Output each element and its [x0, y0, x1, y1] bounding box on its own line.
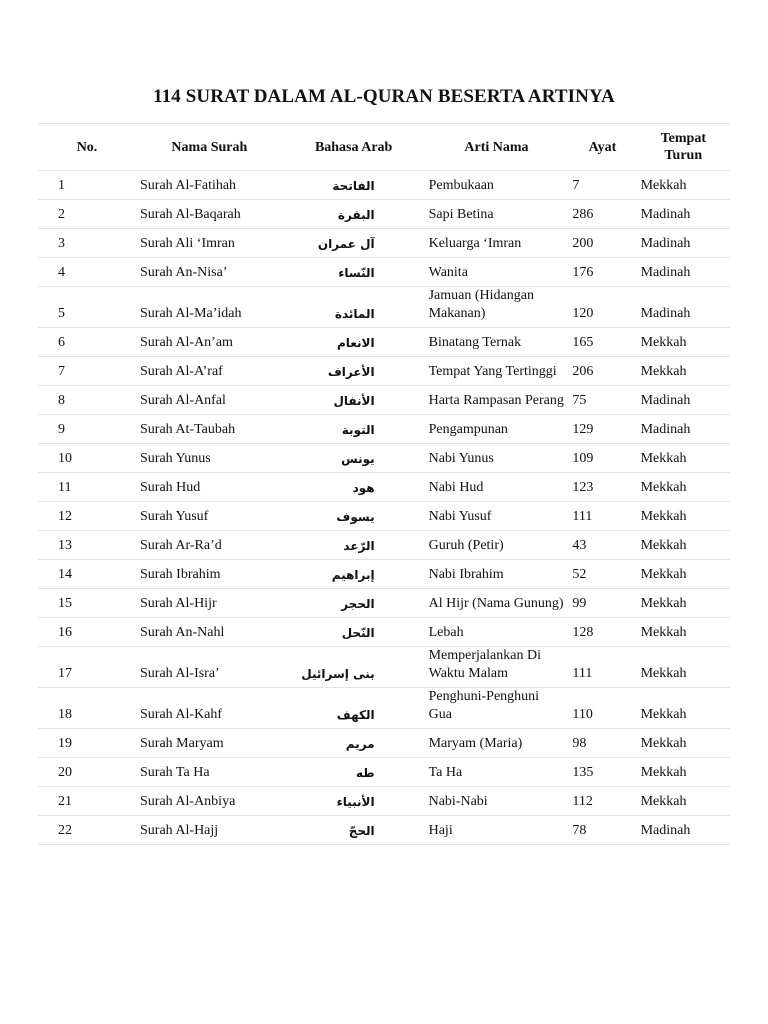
verse-count: 99	[568, 589, 636, 618]
revelation-place: Madinah	[637, 258, 730, 287]
meaning: Penghuni-Penghuni Gua	[425, 688, 569, 729]
meaning: Tempat Yang Tertinggi	[425, 357, 569, 386]
verse-count: 109	[568, 444, 636, 473]
surah-name: Surah Al-Anbiya	[136, 787, 283, 816]
arabic-name: المائدة	[283, 287, 425, 328]
table-row	[38, 729, 730, 758]
surah-table	[38, 123, 730, 845]
verse-count: 135	[568, 758, 636, 787]
table-row	[38, 357, 730, 386]
arabic-name: الحجّ	[283, 816, 425, 845]
table-row	[38, 560, 730, 589]
verse-count: 75	[568, 386, 636, 415]
row-number: 5	[38, 287, 136, 328]
meaning: Nabi Ibrahim	[425, 560, 569, 589]
verse-count: 110	[568, 688, 636, 729]
revelation-place: Mekkah	[637, 787, 730, 816]
row-number: 22	[38, 816, 136, 845]
table-header	[38, 124, 730, 171]
arabic-name: آل عمران	[283, 229, 425, 258]
table-row	[38, 589, 730, 618]
table-row	[38, 415, 730, 444]
surah-name: Surah Yunus	[136, 444, 283, 473]
header-arab: Bahasa Arab	[283, 124, 425, 171]
row-number: 11	[38, 473, 136, 502]
arabic-name: الفاتحة	[283, 171, 425, 200]
row-number: 2	[38, 200, 136, 229]
arabic-name: البقرة	[283, 200, 425, 229]
row-number: 4	[38, 258, 136, 287]
verse-count: 165	[568, 328, 636, 357]
page-title: 114 SURAT DALAM AL-QURAN BESERTA ARTINYA	[153, 86, 615, 107]
surah-name: Surah Al-Hajj	[136, 816, 283, 845]
surah-name: Surah Al-A’raf	[136, 357, 283, 386]
surah-name: Surah Yusuf	[136, 502, 283, 531]
surah-name: Surah Al-An’am	[136, 328, 283, 357]
verse-count: 111	[568, 502, 636, 531]
table-row	[38, 688, 730, 729]
surah-name: Surah Al-Fatihah	[136, 171, 283, 200]
table-row	[38, 758, 730, 787]
revelation-place: Mekkah	[637, 473, 730, 502]
surah-name: Surah Al-Anfal	[136, 386, 283, 415]
row-number: 13	[38, 531, 136, 560]
table-row	[38, 200, 730, 229]
surah-name: Surah At-Taubah	[136, 415, 283, 444]
revelation-place: Mekkah	[637, 444, 730, 473]
revelation-place: Madinah	[637, 200, 730, 229]
meaning: Maryam (Maria)	[425, 729, 569, 758]
revelation-place: Madinah	[637, 229, 730, 258]
meaning: Al Hijr (Nama Gunung)	[425, 589, 569, 618]
revelation-place: Mekkah	[637, 502, 730, 531]
surah-name: Surah Ali ‘Imran	[136, 229, 283, 258]
row-number: 8	[38, 386, 136, 415]
verse-count: 43	[568, 531, 636, 560]
verse-count: 52	[568, 560, 636, 589]
verse-count: 128	[568, 618, 636, 647]
surah-name: Surah Al-Kahf	[136, 688, 283, 729]
arabic-name: التوبة	[283, 415, 425, 444]
arabic-name: يسوف	[283, 502, 425, 531]
meaning: Harta Rampasan Perang	[425, 386, 569, 415]
surah-name: Surah Maryam	[136, 729, 283, 758]
meaning: Nabi-Nabi	[425, 787, 569, 816]
row-number: 14	[38, 560, 136, 589]
arabic-name: الأعراف	[283, 357, 425, 386]
table-row	[38, 502, 730, 531]
verse-count: 7	[568, 171, 636, 200]
row-number: 1	[38, 171, 136, 200]
arabic-name: النّساء	[283, 258, 425, 287]
surah-name: Surah Ibrahim	[136, 560, 283, 589]
verse-count: 123	[568, 473, 636, 502]
meaning: Keluarga ‘Imran	[425, 229, 569, 258]
row-number: 15	[38, 589, 136, 618]
header-no: No.	[38, 124, 136, 171]
table-row	[38, 473, 730, 502]
verse-count: 206	[568, 357, 636, 386]
surah-name: Surah Al-Ma’idah	[136, 287, 283, 328]
table-row	[38, 816, 730, 845]
header-name: Nama Surah	[136, 124, 283, 171]
arabic-name: بنى إسرائيل	[283, 647, 425, 688]
revelation-place: Mekkah	[637, 589, 730, 618]
revelation-place: Mekkah	[637, 531, 730, 560]
row-number: 7	[38, 357, 136, 386]
meaning: Pembukaan	[425, 171, 569, 200]
arabic-name: الأنبياء	[283, 787, 425, 816]
table-row	[38, 229, 730, 258]
row-number: 3	[38, 229, 136, 258]
row-number: 9	[38, 415, 136, 444]
verse-count: 286	[568, 200, 636, 229]
table-row	[38, 386, 730, 415]
arabic-name: يونس	[283, 444, 425, 473]
revelation-place: Madinah	[637, 386, 730, 415]
header-row	[38, 124, 730, 171]
row-number: 17	[38, 647, 136, 688]
verse-count: 78	[568, 816, 636, 845]
arabic-name: الأنفال	[283, 386, 425, 415]
arabic-name: هود	[283, 473, 425, 502]
surah-name: Surah An-Nahl	[136, 618, 283, 647]
revelation-place: Mekkah	[637, 357, 730, 386]
verse-count: 129	[568, 415, 636, 444]
table-row	[38, 258, 730, 287]
revelation-place: Madinah	[637, 415, 730, 444]
revelation-place: Mekkah	[637, 729, 730, 758]
meaning: Ta Ha	[425, 758, 569, 787]
revelation-place: Mekkah	[637, 688, 730, 729]
arabic-name: الكهف	[283, 688, 425, 729]
meaning: Sapi Betina	[425, 200, 569, 229]
table-row	[38, 444, 730, 473]
revelation-place: Mekkah	[637, 758, 730, 787]
meaning: Nabi Hud	[425, 473, 569, 502]
table-body	[38, 171, 730, 845]
meaning: Wanita	[425, 258, 569, 287]
verse-count: 200	[568, 229, 636, 258]
surah-name: Surah An-Nisa’	[136, 258, 283, 287]
row-number: 10	[38, 444, 136, 473]
surah-name: Surah Al-Hijr	[136, 589, 283, 618]
meaning: Haji	[425, 816, 569, 845]
revelation-place: Mekkah	[637, 328, 730, 357]
meaning: Nabi Yunus	[425, 444, 569, 473]
row-number: 16	[38, 618, 136, 647]
table-row	[38, 287, 730, 328]
verse-count: 120	[568, 287, 636, 328]
row-number: 12	[38, 502, 136, 531]
table-row	[38, 787, 730, 816]
meaning: Memperjalankan Di Waktu Malam	[425, 647, 569, 688]
meaning: Jamuan (Hidangan Makanan)	[425, 287, 569, 328]
surah-name: Surah Hud	[136, 473, 283, 502]
verse-count: 112	[568, 787, 636, 816]
meaning: Pengampunan	[425, 415, 569, 444]
meaning: Lebah	[425, 618, 569, 647]
verse-count: 111	[568, 647, 636, 688]
header-arti: Arti Nama	[425, 124, 569, 171]
arabic-name: النّحل	[283, 618, 425, 647]
table-row	[38, 171, 730, 200]
row-number: 19	[38, 729, 136, 758]
revelation-place: Mekkah	[637, 647, 730, 688]
revelation-place: Madinah	[637, 816, 730, 845]
revelation-place: Mekkah	[637, 618, 730, 647]
verse-count: 176	[568, 258, 636, 287]
revelation-place: Mekkah	[637, 560, 730, 589]
table-row	[38, 618, 730, 647]
surah-name: Surah Al-Isra’	[136, 647, 283, 688]
row-number: 18	[38, 688, 136, 729]
surah-name: Surah Ar-Ra’d	[136, 531, 283, 560]
table-row	[38, 328, 730, 357]
header-turun: Tempat Turun	[637, 124, 730, 171]
row-number: 20	[38, 758, 136, 787]
arabic-name: طه	[283, 758, 425, 787]
revelation-place: Mekkah	[637, 171, 730, 200]
table-row	[38, 531, 730, 560]
meaning: Guruh (Petir)	[425, 531, 569, 560]
table-row	[38, 647, 730, 688]
header-ayat: Ayat	[568, 124, 636, 171]
arabic-name: الرّعد	[283, 531, 425, 560]
row-number: 6	[38, 328, 136, 357]
arabic-name: إبراهيم	[283, 560, 425, 589]
verse-count: 98	[568, 729, 636, 758]
surah-name: Surah Ta Ha	[136, 758, 283, 787]
surah-name: Surah Al-Baqarah	[136, 200, 283, 229]
meaning: Nabi Yusuf	[425, 502, 569, 531]
arabic-name: الحجر	[283, 589, 425, 618]
meaning: Binatang Ternak	[425, 328, 569, 357]
arabic-name: مريم	[283, 729, 425, 758]
revelation-place: Madinah	[637, 287, 730, 328]
row-number: 21	[38, 787, 136, 816]
arabic-name: الانعام	[283, 328, 425, 357]
